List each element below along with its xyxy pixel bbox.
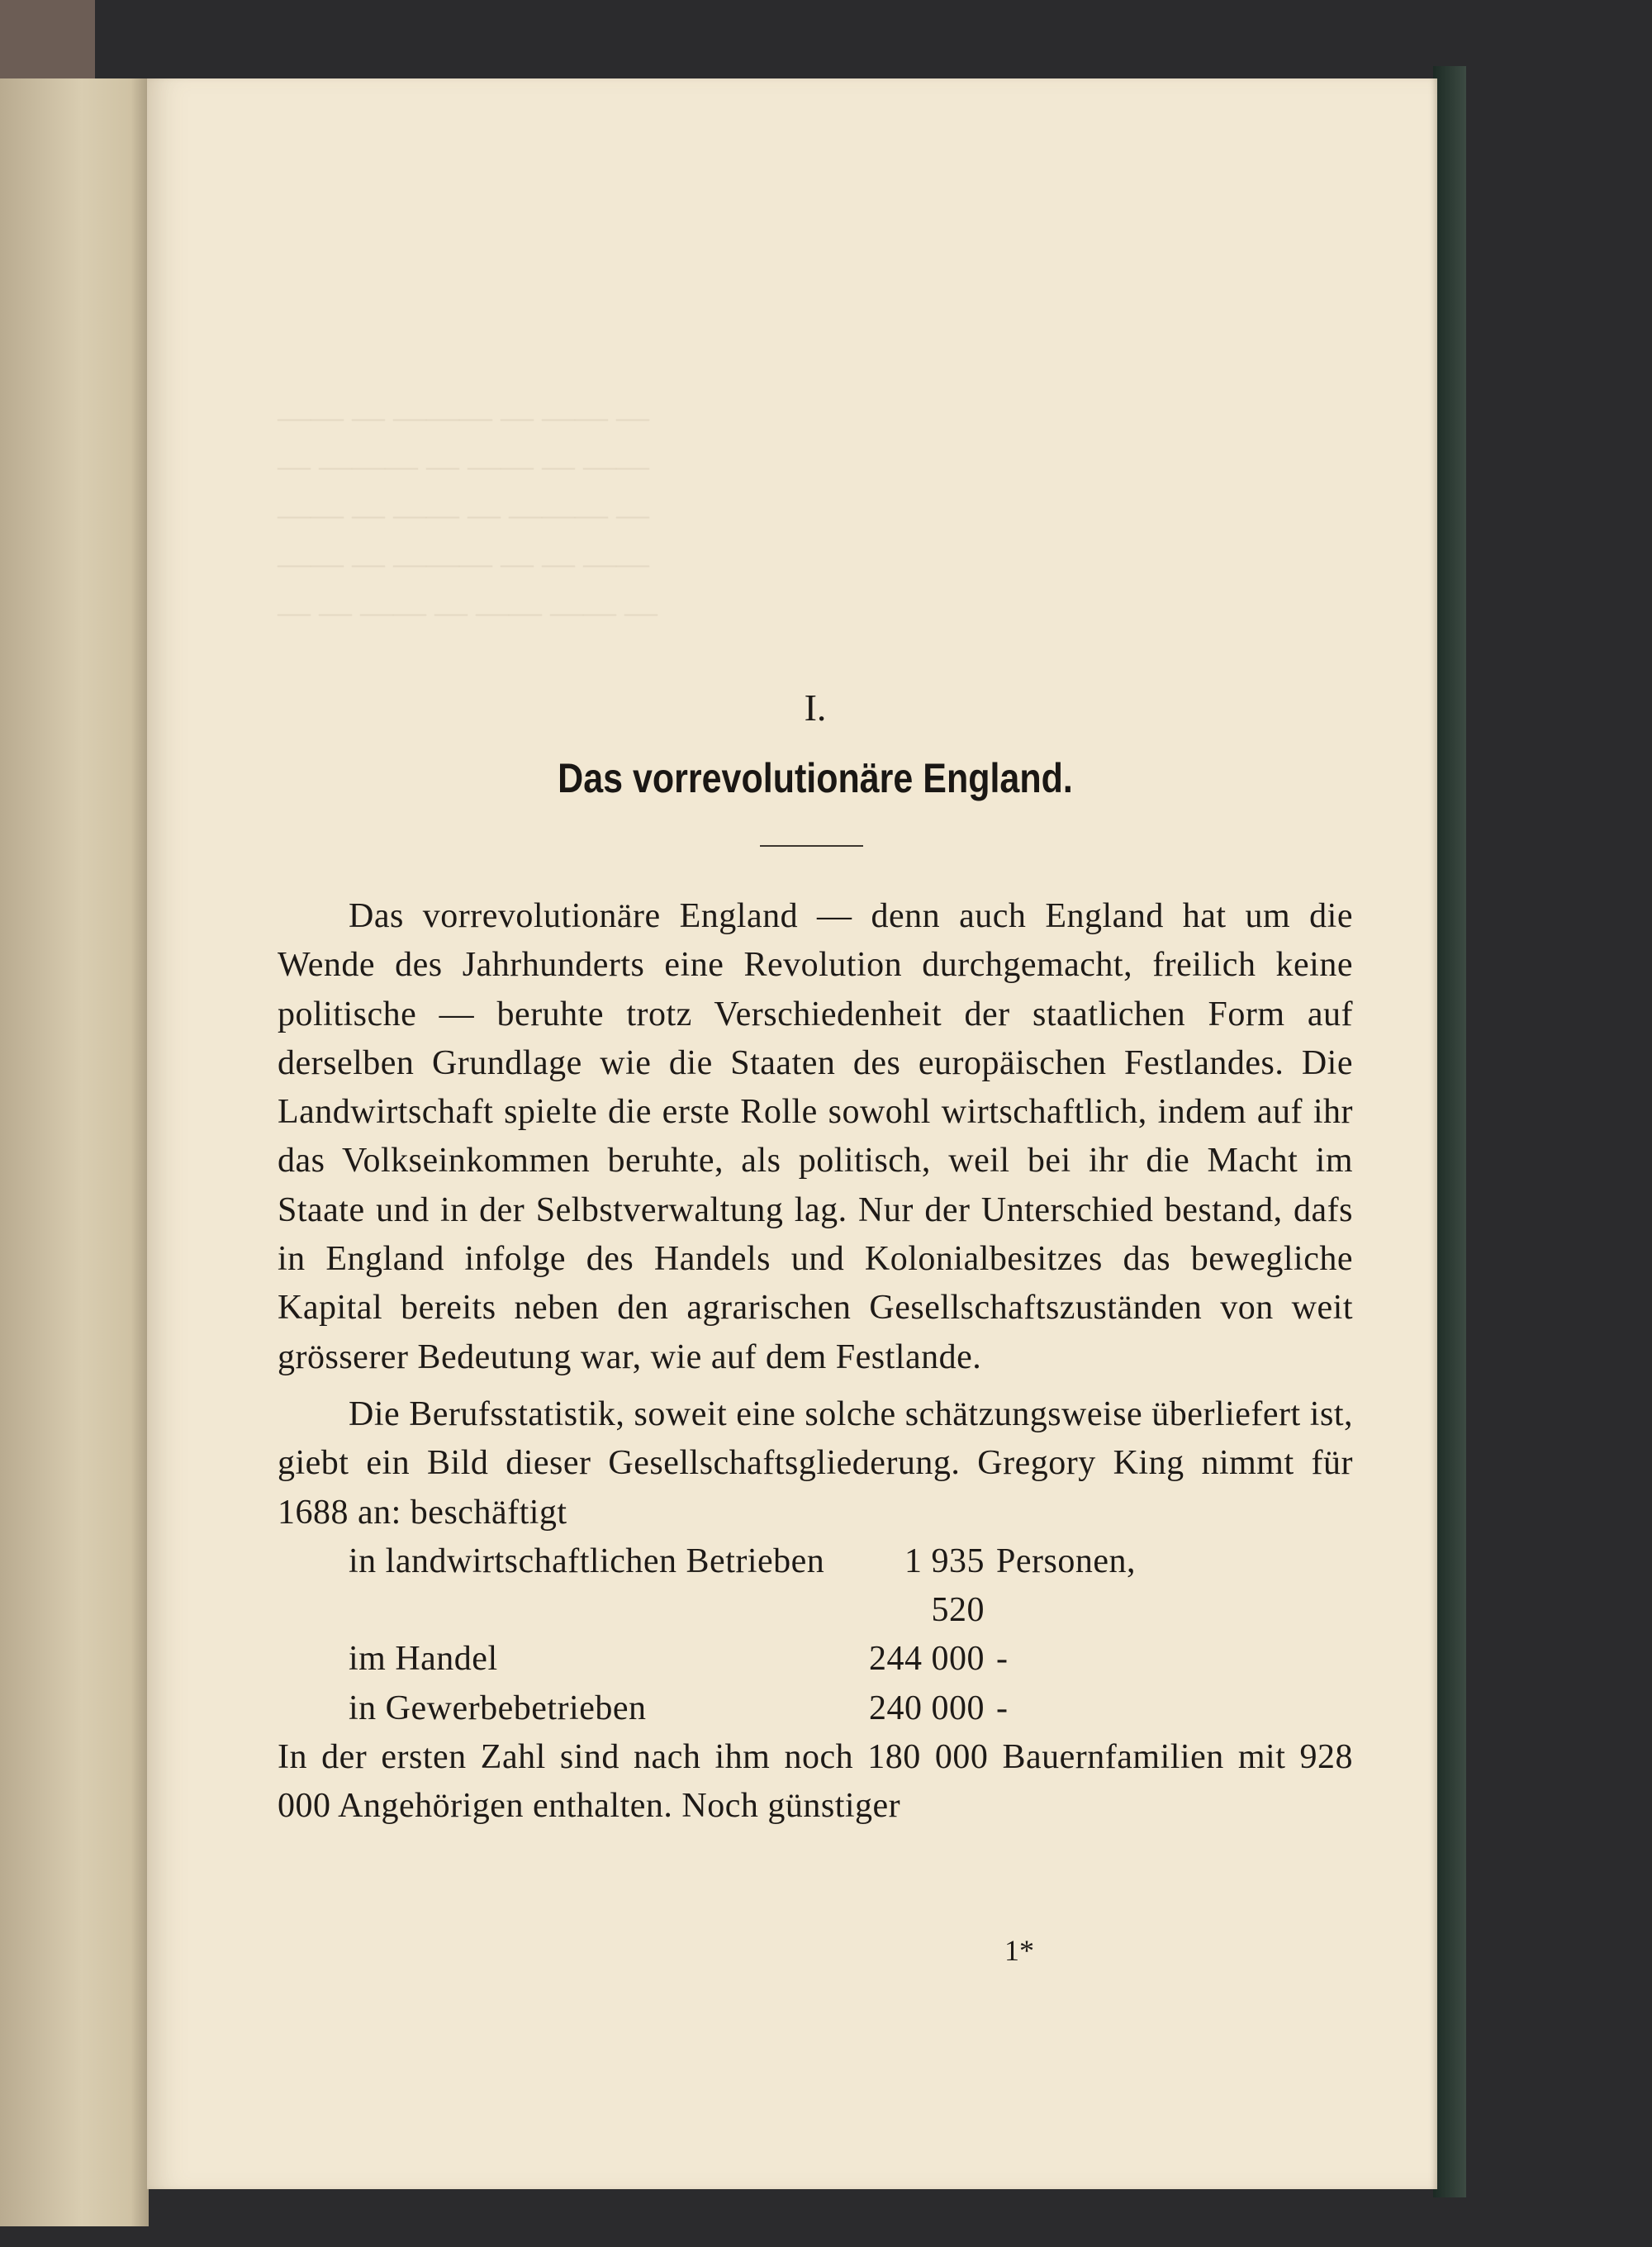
statistics-unit: - [996,1689,1009,1727]
left-page-edge [0,78,149,2226]
bleed-through-texture: — —— — ——— — —— —— — —— — ——— — — ——— — —— — —— —— — — ——— — —— — —— —— — —— — — [278,398,657,630]
occupation-statistics [349,1537,1323,1733]
statistics-label: in Gewerbebetrieben [349,1689,647,1727]
statistics-unit: - [996,1640,1009,1679]
page-text-block [278,78,1353,2189]
statistics-value: 244 000 [869,1640,985,1679]
statistics-label: im Handel [349,1640,498,1679]
book-cover-cloth [0,0,95,78]
statistics-row [349,1635,1323,1684]
statistics-label: in landwirtschaftlichen Betrieben [349,1542,825,1580]
statistics-unit: Personen, [996,1542,1136,1580]
paragraph-1: Das vorrevolutionäre England — denn auch England hat um die Wende des Jahrhunderts eine Revolution durchgemacht, freilich keine politische — beruhte trotz Verschiedenheit der staatlichen Form auf derselben Grundlage wie die Staaten des europäischen Festlandes. Die Landwirtschaft spielte die erste Rolle sowohl wirtschaftlich, indem auf ihr das Volkseinkommen beruhte, als politisch, weil bei ihr die Macht im Staate und in der Selbstverwaltung lag. Nur der Unterschied bestand, dafs in England infolge des Handels und Kolonialbesitzes das bewegliche Kapital bereits neben den agrarischen Gesellschaftszuständen von weit grösserer Bedeutung war, wie auf dem Festlande. [278,897,1353,1376]
statistics-row [349,1684,1323,1733]
paragraph-3: In der ersten Zahl sind nach ihm noch 180 000 Bauernfamilien mit 928 000 Angehörigen enthalten. Noch günstiger [278,1738,1353,1826]
printer-signature: 1* [1004,1934,1034,1967]
statistics-value: 240 000 [869,1689,985,1727]
paragraph-2: Die Berufsstatistik, soweit eine solche schätzungsweise überliefert ist, giebt ein Bild dieser Gesellschaftsgliederung. Gregory King nimmt für 1688 an: beschäftigt [278,1394,1353,1532]
title-divider [760,845,863,847]
chapter-number: I. [804,686,827,729]
book-cover-board [1433,66,1466,2197]
body-text [278,892,1353,1831]
book-page [147,78,1437,2189]
statistics-value: 1 935 520 [904,1542,985,1630]
statistics-row [349,1537,1323,1636]
chapter-title: Das vorrevolutionäre England. [558,755,1073,801]
